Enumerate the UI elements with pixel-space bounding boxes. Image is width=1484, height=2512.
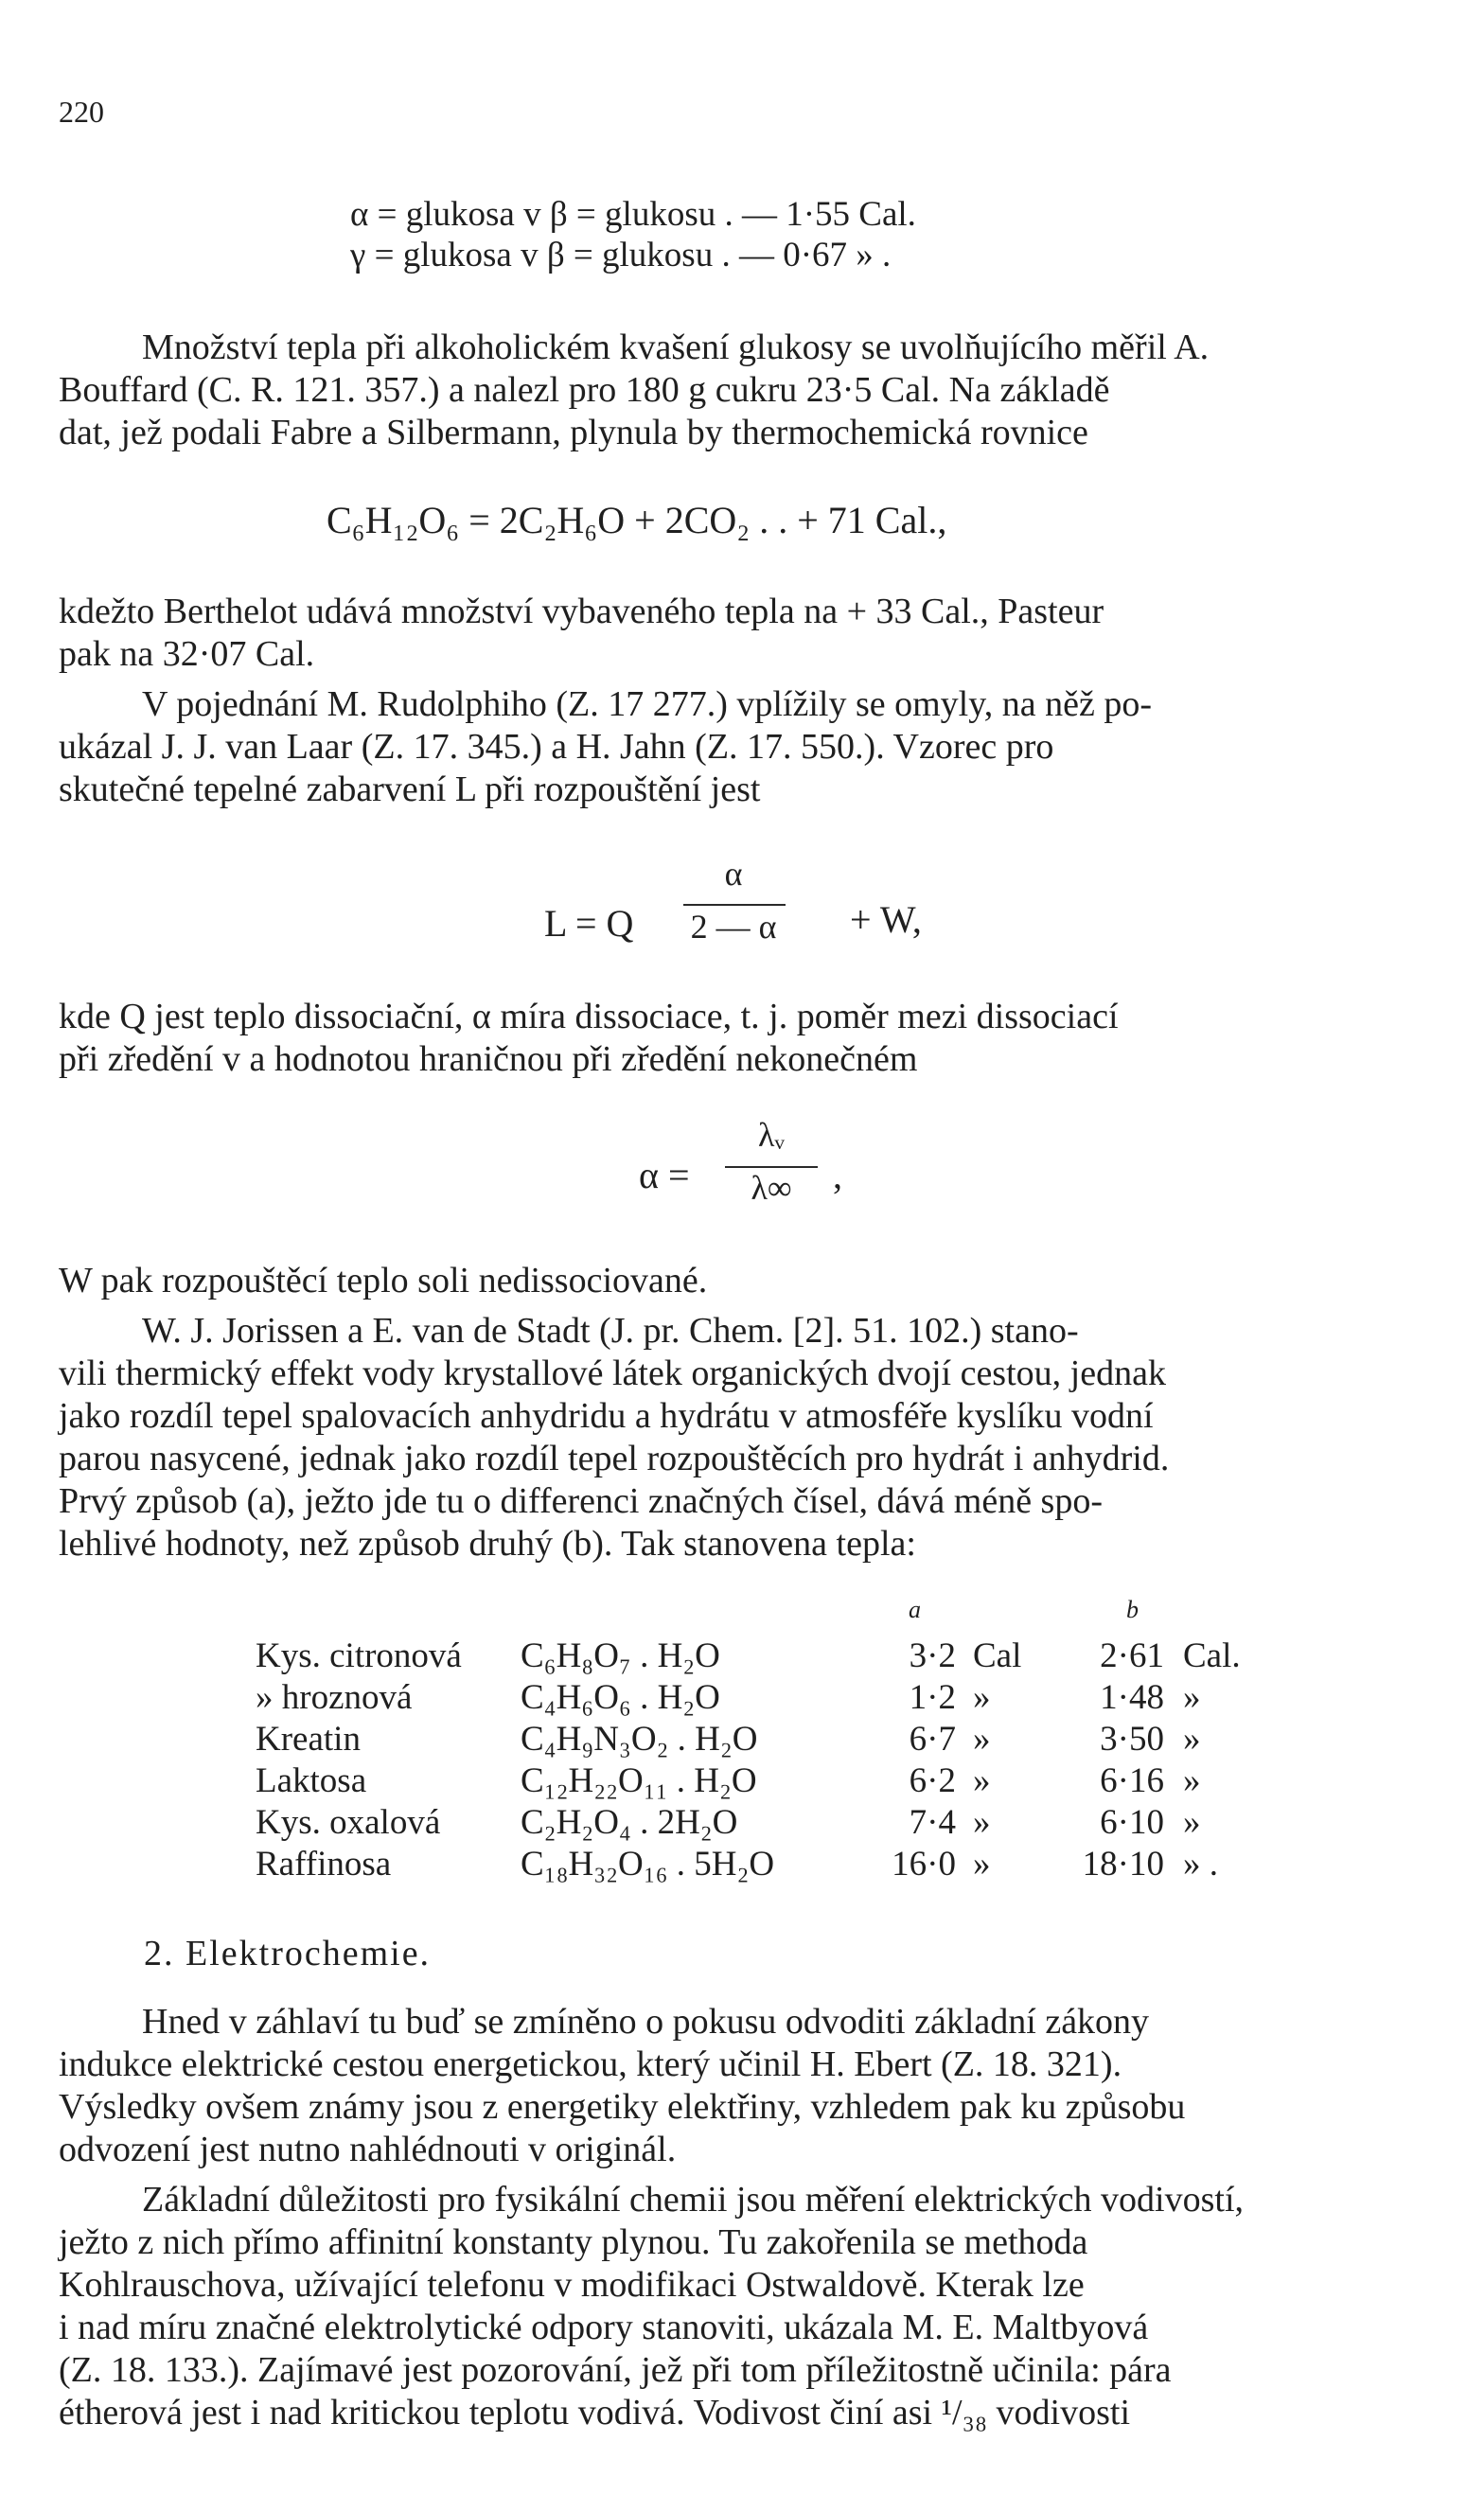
paragraph-6-line-5: Prvý způsob (a), ježto jde tu o differenci značných čísel, dává méně spo- xyxy=(59,1481,1104,1521)
paragraph-7-line-1: Hned v záhlaví tu buď se zmíněno o pokusu odvoditi základní zákony xyxy=(142,2002,1150,2042)
paragraph-4-line-2: při zředění v a hodnotou hraničnou při zředění nekonečném xyxy=(59,1039,918,1079)
table-cell-name: Laktosa xyxy=(256,1761,367,1800)
paragraph-8-line-4: i nad míru značné elektrolytické odpory stanoviti, ukázala M. E. Maltbyová xyxy=(59,2308,1149,2347)
paragraph-6-line-4: parou nasycené, jednak jako rozdíl tepel rozpouštěcích pro hydrát i anhydrid. xyxy=(59,1439,1170,1478)
table-cell-name: Kys. citronová xyxy=(256,1636,462,1675)
table-cell-b: 18·10 xyxy=(1082,1845,1164,1884)
paragraph-8-line-6: étherová jest i nad kritickou teplotu vodivá. Vodivost činí asi ¹/₃₈ vodivosti xyxy=(59,2393,1131,2432)
table-cell-formula: C₄H₉N₃O₂ . H₂O xyxy=(521,1720,758,1759)
paragraph-7-line-2: indukce elektrické cestou energetickou, který učinil H. Ebert (Z. 18. 321). xyxy=(59,2044,1122,2084)
equation-fermentation: C₆H₁₂O₆ = 2C₂H₆O + 2CO₂ . . + 71 Cal., xyxy=(327,499,947,541)
table-cell-a: 1·2 xyxy=(909,1678,956,1717)
table-cell-a-unit: » xyxy=(973,1845,991,1884)
paragraph-6-line-2: vili thermický effekt vody krystallové látek organických dvojí cestou, jednak xyxy=(59,1353,1166,1393)
table-cell-name: Raffinosa xyxy=(256,1845,392,1884)
equation-L-lhs: L = Q xyxy=(544,902,634,945)
paragraph-3-line-3: skutečné tepelné zabarvení L při rozpouštění jest xyxy=(59,770,761,809)
paragraph-6-line-3: jako rozdíl tepel spalovacích anhydridu a hydrátu v atmosféře kyslíku vodní xyxy=(59,1396,1154,1436)
table-cell-b-unit: Cal. xyxy=(1183,1636,1241,1675)
paragraph-5-line: W pak rozpouštěcí teplo soli nedissociované. xyxy=(59,1261,708,1300)
table-cell-b: 1·48 xyxy=(1100,1678,1164,1717)
table-cell-name: » hroznová xyxy=(256,1678,413,1717)
paragraph-8-line-2: ježto z nich přímo affinitní konstanty plynou. Tu zakořenila se methoda xyxy=(59,2222,1088,2262)
table-cell-a: 6·2 xyxy=(909,1761,956,1800)
table-cell-b: 6·16 xyxy=(1100,1761,1164,1800)
section-heading: 2. Elektrochemie. xyxy=(144,1934,432,1973)
paragraph-1-line-3: dat, jež podali Fabre a Silbermann, plynula by thermochemická rovnice xyxy=(59,413,1088,452)
paragraph-3-line-1: V pojednání M. Rudolphiho (Z. 17 277.) vplížily se omyly, na něž po- xyxy=(142,684,1153,724)
table-cell-a-unit: » xyxy=(973,1720,991,1759)
table-cell-formula: C₆H₈O₇ . H₂O xyxy=(521,1636,720,1675)
equation-alpha-numerator: λᵥ xyxy=(757,1116,786,1154)
paragraph-1-line-2: Bouffard (C. R. 121. 357.) a nalezl pro 180 g cukru 23·5 Cal. Na základě xyxy=(59,370,1110,410)
table-cell-b: 6·10 xyxy=(1100,1803,1164,1842)
equation-L-fraction-bar xyxy=(683,904,786,906)
table-cell-a: 16·0 xyxy=(892,1845,956,1884)
paragraph-8-line-5: (Z. 18. 133.). Zajímavé jest pozorování, jež při tom příležitostně učinila: pára xyxy=(59,2350,1172,2390)
paragraph-3-line-2: ukázal J. J. van Laar (Z. 17. 345.) a H. Jahn (Z. 17. 550.). Vzorec pro xyxy=(59,727,1054,767)
equation-alpha-rhs: , xyxy=(833,1154,842,1196)
table-cell-a: 6·7 xyxy=(909,1720,956,1759)
table-column-b-header: b xyxy=(1126,1596,1139,1623)
paragraph-8-line-3: Kohlrauschova, užívající telefonu v modifikaci Ostwaldově. Kterak lze xyxy=(59,2265,1085,2305)
paragraph-7-line-3: Výsledky ovšem známy jsou z energetiky elektřiny, vzhledem pak ku způsobu xyxy=(59,2087,1186,2127)
table-cell-b: 2·61 xyxy=(1100,1636,1164,1675)
table-cell-a-unit: » xyxy=(973,1803,991,1842)
table-cell-name: Kreatin xyxy=(256,1720,361,1759)
table-cell-b-unit: » xyxy=(1183,1761,1201,1800)
equation-alpha-gamma-line-2: γ = glukosa v β = glukosu . — 0·67 » . xyxy=(350,236,892,274)
table-cell-formula: C₁₂H₂₂O₁₁ . H₂O xyxy=(521,1761,757,1800)
equation-alpha-lhs: α = xyxy=(639,1154,690,1196)
paragraph-2-line-2: pak na 32·07 Cal. xyxy=(59,634,315,674)
table-cell-a: 3·2 xyxy=(909,1636,956,1675)
table-cell-a-unit: Cal xyxy=(973,1636,1022,1675)
table-cell-a: 7·4 xyxy=(909,1803,956,1842)
table-cell-b: 3·50 xyxy=(1100,1720,1164,1759)
table-column-a-header: a xyxy=(909,1596,921,1623)
equation-L-numerator: α xyxy=(724,855,743,893)
table-cell-name: Kys. oxalová xyxy=(256,1803,441,1842)
equation-alpha-denominator: λ∞ xyxy=(751,1169,792,1207)
paragraph-7-line-4: odvození jest nutno nahlédnouti v originál. xyxy=(59,2130,677,2169)
table-cell-b-unit: » xyxy=(1183,1678,1201,1717)
paragraph-6-line-6: lehlivé hodnoty, než způsob druhý (b). Tak stanovena tepla: xyxy=(59,1524,916,1564)
table-cell-b-unit: » xyxy=(1183,1720,1201,1759)
table-cell-a-unit: » xyxy=(973,1678,991,1717)
paragraph-8-line-1: Základní důležitosti pro fysikální chemii jsou měření elektrických vodivostí, xyxy=(142,2180,1245,2220)
equation-alpha-gamma-line-1: α = glukosa v β = glukosu . — 1·55 Cal. xyxy=(350,195,916,234)
table-cell-b-unit: » xyxy=(1183,1803,1201,1842)
table-cell-formula: C₂H₂O₄ . 2H₂O xyxy=(521,1803,738,1842)
paragraph-4-line-1: kde Q jest teplo dissociační, α míra dissociace, t. j. poměr mezi dissociací xyxy=(59,997,1119,1036)
page-number: 220 xyxy=(59,95,104,129)
table-cell-b-unit: » . xyxy=(1183,1845,1218,1884)
table-cell-a-unit: » xyxy=(973,1761,991,1800)
paragraph-2-line-1: kdežto Berthelot udává množství vybaveného tepla na + 33 Cal., Pasteur xyxy=(59,592,1104,631)
table-cell-formula: C₁₈H₃₂O₁₆ . 5H₂O xyxy=(521,1845,775,1884)
paragraph-6-line-1: W. J. Jorissen a E. van de Stadt (J. pr. Chem. [2]. 51. 102.) stano- xyxy=(142,1311,1079,1351)
equation-L-rhs: + W, xyxy=(850,898,922,941)
table-cell-formula: C₄H₆O₆ . H₂O xyxy=(521,1678,720,1717)
paragraph-1-line-1: Množství tepla při alkoholickém kvašení glukosy se uvolňujícího měřil A. xyxy=(142,327,1210,367)
equation-L-denominator: 2 — α xyxy=(690,908,777,946)
